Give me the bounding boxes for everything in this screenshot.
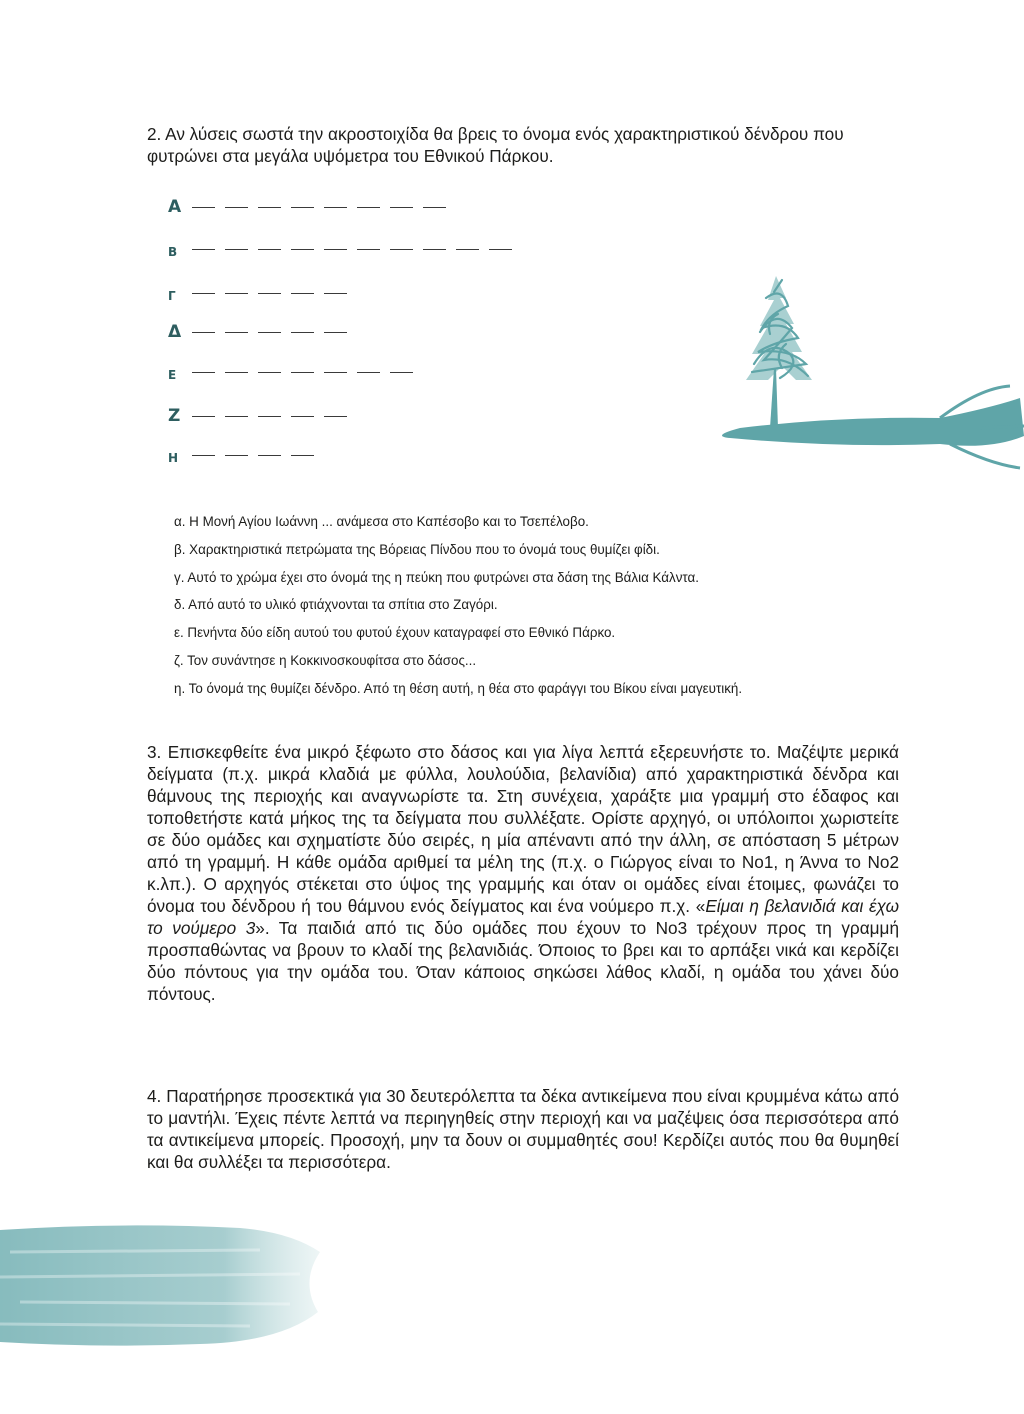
letter-blank[interactable] [291, 332, 314, 333]
question-3-text [147, 741, 899, 1005]
clue-item: β. Χαρακτηριστικά πετρώματα της Βόρειας Πίνδου που το όνομά τους θυμίζει φίδι. [174, 541, 660, 557]
answer-blanks[interactable] [192, 285, 357, 303]
letter-blank[interactable] [291, 207, 314, 208]
clue-item: γ. Αυτό το χρώμα έχει στο όνομά της η πεύκη που φυτρώνει στα δάση της Βάλια Κάλντα. [174, 569, 699, 585]
letter-blank[interactable] [324, 293, 347, 294]
letter-blank[interactable] [258, 455, 281, 456]
clue-item: α. Η Μονή Αγίου Ιωάννη ... ανάμεσα στο Καπέσοβο και το Τσεπέλοβο. [174, 514, 589, 529]
acrostic-row-b [168, 237, 522, 259]
clue-item: η. Το όνομά της θυμίζει δένδρο. Από τη θέση αυτή, η θέα στο φαράγγι του Βίκου είναι μαγευτική. [174, 680, 743, 696]
answer-blanks[interactable] [192, 324, 357, 342]
letter-blank[interactable] [489, 249, 512, 250]
acrostic-letter: Γ [168, 289, 176, 303]
letter-blank[interactable] [291, 372, 314, 373]
letter-blank[interactable] [258, 416, 281, 417]
letter-blank[interactable] [324, 372, 347, 373]
letter-blank[interactable] [423, 207, 446, 208]
letter-blank[interactable] [357, 372, 380, 373]
clue-item: ε. Πενήντα δύο είδη αυτού του φυτού έχουν καταγραφεί στο Εθνικό Πάρκο. [174, 625, 616, 641]
clue-list [174, 508, 742, 703]
letter-blank[interactable] [291, 416, 314, 417]
acrostic-row-a [168, 195, 456, 217]
letter-blank[interactable] [324, 249, 347, 250]
letter-blank[interactable] [390, 372, 413, 373]
answer-blanks[interactable] [192, 364, 423, 382]
letter-blank[interactable] [192, 293, 215, 294]
letter-blank[interactable] [390, 207, 413, 208]
letter-blank[interactable] [390, 249, 413, 250]
letter-blank[interactable] [423, 249, 446, 250]
letter-blank[interactable] [225, 249, 248, 250]
question-3-quote: Είμαι η βελανιδιά και έχω το νούμερο 3 [147, 896, 899, 938]
letter-blank[interactable] [225, 332, 248, 333]
letter-blank[interactable] [258, 372, 281, 373]
letter-blank[interactable] [192, 207, 215, 208]
letter-blank[interactable] [192, 416, 215, 417]
letter-blank[interactable] [291, 249, 314, 250]
acrostic-letter: Δ [168, 322, 182, 342]
letter-blank[interactable] [192, 332, 215, 333]
letter-blank[interactable] [225, 293, 248, 294]
question-2-prompt: 2. Αν λύσεις σωστά την ακροστοιχίδα θα βρεις το όνομα ενός χαρακτηριστικού δένδρου που φυτρώνει στα μεγάλα υψόμετρα του Εθνικού Πάρκου. [147, 124, 844, 166]
letter-blank[interactable] [357, 207, 380, 208]
letter-blank[interactable] [225, 416, 248, 417]
clue-item: ζ. Τον συνάντησε η Κοκκινοσκουφίτσα στο δάσος... [174, 652, 477, 668]
letter-blank[interactable] [324, 207, 347, 208]
question-3-body: 3. Επισκεφθείτε ένα μικρό ξέφωτο στο δάσος και για λίγα λεπτά εξερευνήστε το. Μαζέψτε μερικά δείγματα (π.χ. μικρά κλαδιά με φύλλα, λουλούδια, βελανίδια) από χαρακτηριστικά δένδρα και θάμνους της περιοχής και αναγνωρίστε τα. Στη συνέχεια, χαράξτε μια γραμμή στο έδαφος και τοποθετήστε κατά μήκος της τα δείγματα που συλλέξατε. Ορίστε αρχηγό, οι υπόλοιποι χωριστείτε σε δύο ομάδες και σχηματίστε δύο σειρές, η μία απέναντι από την άλλη, σε απόσταση 5 μέτρων από τη γραμμή. Η κάθε ομάδα αριθμεί τα μέλη της (π.χ. ο Γιώργος είναι το Νο1, η Άννα το Νο2 κ.λπ.). Ο αρχηγός στέκεται στο ύψος της γραμμής και όταν οι ομάδες είναι έτοιμες, φωνάζει το όνομα του δένδρου ή του θάμνου ενός δείγματος και ένα νούμερο π.χ. « [147, 742, 899, 916]
letter-blank[interactable] [291, 455, 314, 456]
letter-blank[interactable] [324, 416, 347, 417]
acrostic-letter: Η [168, 451, 179, 465]
answer-blanks[interactable] [192, 241, 522, 259]
letter-blank[interactable] [258, 293, 281, 294]
letter-blank[interactable] [192, 249, 215, 250]
acrostic-row-h [168, 443, 324, 465]
letter-blank[interactable] [225, 455, 248, 456]
letter-blank[interactable] [456, 249, 479, 250]
acrostic-letter: Ε [168, 368, 177, 382]
letter-blank[interactable] [357, 249, 380, 250]
letter-blank[interactable] [192, 372, 215, 373]
acrostic-letter: Α [168, 197, 182, 217]
acrostic-row-z [168, 404, 357, 426]
letter-blank[interactable] [225, 372, 248, 373]
tree-illustration [690, 268, 1024, 473]
clue-item: δ. Από αυτό το υλικό φτιάχνονται τα σπίτια στο Ζαγόρι. [174, 597, 498, 613]
letter-blank[interactable] [192, 455, 215, 456]
acrostic-letter: Β [168, 245, 178, 259]
answer-blanks[interactable] [192, 199, 456, 217]
acrostic-letter: Ζ [168, 406, 181, 426]
letter-blank[interactable] [258, 207, 281, 208]
brush-stroke-decoration [0, 1222, 330, 1352]
answer-blanks[interactable] [192, 408, 357, 426]
letter-blank[interactable] [258, 249, 281, 250]
letter-blank[interactable] [258, 332, 281, 333]
question-3-body-end: ». Τα παιδιά από τις δύο ομάδες που έχουν το Νο3 τρέχουν προς τη γραμμή προσπαθώντας να βρουν το κλαδί της βελανιδιάς. Όποιος το βρει και το αρπάξει νικά και κερδίζει δύο πόντους για την ομάδα του. Όταν κάποιος σηκώσει λάθος κλαδί, η ομάδα του χάνει δύο πόντους. [147, 918, 900, 1004]
acrostic-row-e [168, 360, 423, 382]
letter-blank[interactable] [324, 332, 347, 333]
letter-blank[interactable] [291, 293, 314, 294]
answer-blanks[interactable] [192, 447, 324, 465]
acrostic-row-c [168, 281, 357, 303]
acrostic-row-d [168, 320, 357, 342]
question-4-text: 4. Παρατήρησε προσεκτικά για 30 δευτερόλεπτα τα δέκα αντικείμενα που είναι κρυμμένα κάτω από το μαντήλι. Έχεις πέντε λεπτά να περιηγηθείς στην περιοχή και να μαζέψεις όσα περισσότερα από τα αντικείμενα μπορείς. Προσοχή, μην τα δουν οι συμμαθητές σου! Κερδίζει αυτός που θα θυμηθεί και θα συλλέξει τα περισσότερα. [147, 1086, 899, 1172]
letter-blank[interactable] [225, 207, 248, 208]
